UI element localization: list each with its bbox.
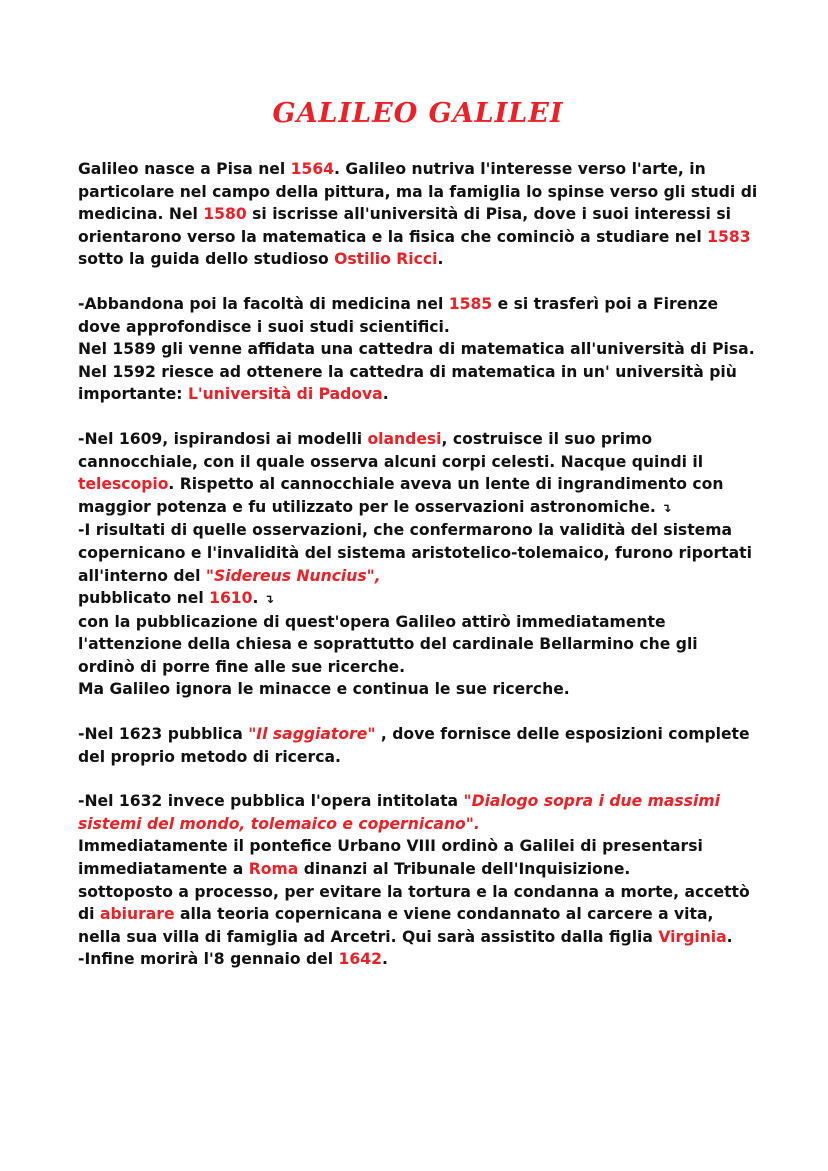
highlight-term: telescopio [78, 475, 169, 494]
paragraph-saggiatore [78, 723, 758, 768]
highlight-year: 1564 [290, 160, 335, 178]
highlight-year: 1580 [203, 205, 247, 224]
text: Galileo nasce a Pisa nel [78, 160, 291, 178]
highlight-year: 1610 [209, 589, 253, 608]
text: Nel 1589 gli venne affidata una cattedra di matematica all'università di Pisa. Nel 1592 riesce ad ottenere la cattedra di matematica in un' università più importante: [78, 340, 755, 404]
paragraph-studies [78, 293, 758, 406]
page-title: GALILEO GALILEI [272, 98, 564, 129]
highlight-year: 1583 [707, 227, 751, 246]
text: con la pubblicazione di quest'opera Galileo attirò immediatamente l'attenzione della chiesa e soprattutto del cardinale Bellarmino che gli ordinò di porre fine alle sue ricerche. [78, 612, 698, 676]
text: . [726, 927, 733, 946]
text: -Infine morirà l'8 gennaio del [78, 950, 339, 969]
text: , costruisce il suo primo cannocchiale, con il quale osserva alcuni corpi celesti. Nacque quindi il [78, 429, 704, 471]
text: , dove fornisce delle esposizioni complete del proprio metodo di ricerca. [78, 725, 750, 766]
text: . [252, 589, 264, 608]
paragraph-telescope [78, 428, 758, 701]
highlight-term: abiurare [99, 905, 175, 924]
highlight-year: 1642 [338, 950, 382, 969]
text: Immediatamente il pontefice Urbano VIII ordinò a Galilei di presentarsi immediatamente a [78, 837, 703, 879]
text: pubblicato nel [78, 589, 210, 608]
text: sottoposto a processo, per evitare la tortura e la condanna a morte, accettò di [78, 882, 750, 924]
highlight-place: Roma [248, 860, 299, 879]
document-page [78, 96, 758, 971]
text: -Nel 1623 pubblica [78, 725, 249, 744]
text: Ma Galileo ignora le minacce e continua le sue ricerche. [78, 680, 570, 699]
highlight-work-title: "Il saggiatore" [248, 725, 376, 744]
text: -Nel 1609, ispirandosi ai modelli [78, 429, 368, 448]
text: . [382, 385, 389, 404]
text: dinanzi al Tribunale dell'Inquisizione. [298, 860, 631, 879]
highlight-year: 1585 [448, 294, 493, 313]
text: -Nel 1632 invece pubblica l'opera intitolata [78, 792, 464, 811]
arrow-icon: ↴ [263, 592, 274, 607]
highlight-work-title: "Sidereus Nuncius", [205, 566, 381, 585]
highlight-term: olandesi [367, 429, 442, 448]
text: . [381, 950, 388, 969]
paragraph-birth [78, 158, 758, 271]
highlight-place: L'università di Padova [187, 385, 383, 404]
text: -Abbandona poi la facoltà di medicina nel [78, 294, 449, 313]
highlight-name: Ostilio Ricci [334, 250, 438, 269]
highlight-work-title: "Dialogo sopra i due massimi sistemi del mondo, tolemaico e copernicano". [78, 792, 720, 833]
text: . Rispetto al cannocchiale aveva un lente di ingrandimento con maggior potenza e fu utilizzato per le osservazioni astronomiche. [78, 475, 724, 516]
text: sotto la guida dello studioso [78, 250, 335, 269]
paragraph-dialogo [78, 790, 758, 971]
text: e si trasferì poi a Firenze dove approfondisce i suoi studi scientifici. [78, 294, 719, 336]
text: alla teoria copernicana e viene condannato al carcere a vita, nella sua villa di famiglia ad Arcetri. Qui sarà assistito dalla figlia [78, 905, 714, 946]
text: -I risultati di quelle osservazioni, che confermarono la validità del sistema copernicano e l'invalidità del sistema aristotelico-tolemaico, furono riportati all'interno del [78, 521, 752, 585]
text: si iscrisse all'università di Pisa, dove i suoi interessi si orientarono verso la matematica e la fisica che cominciò a studiare nel [78, 205, 731, 246]
text: . [437, 250, 444, 269]
highlight-name: Virginia [658, 927, 727, 946]
arrow-icon: ↴ [661, 500, 672, 515]
text: . Galileo nutriva l'interesse verso l'arte, in particolare nel campo della pittura, ma la famiglia lo spinse verso gli studi di medicina. Nel [78, 160, 758, 224]
